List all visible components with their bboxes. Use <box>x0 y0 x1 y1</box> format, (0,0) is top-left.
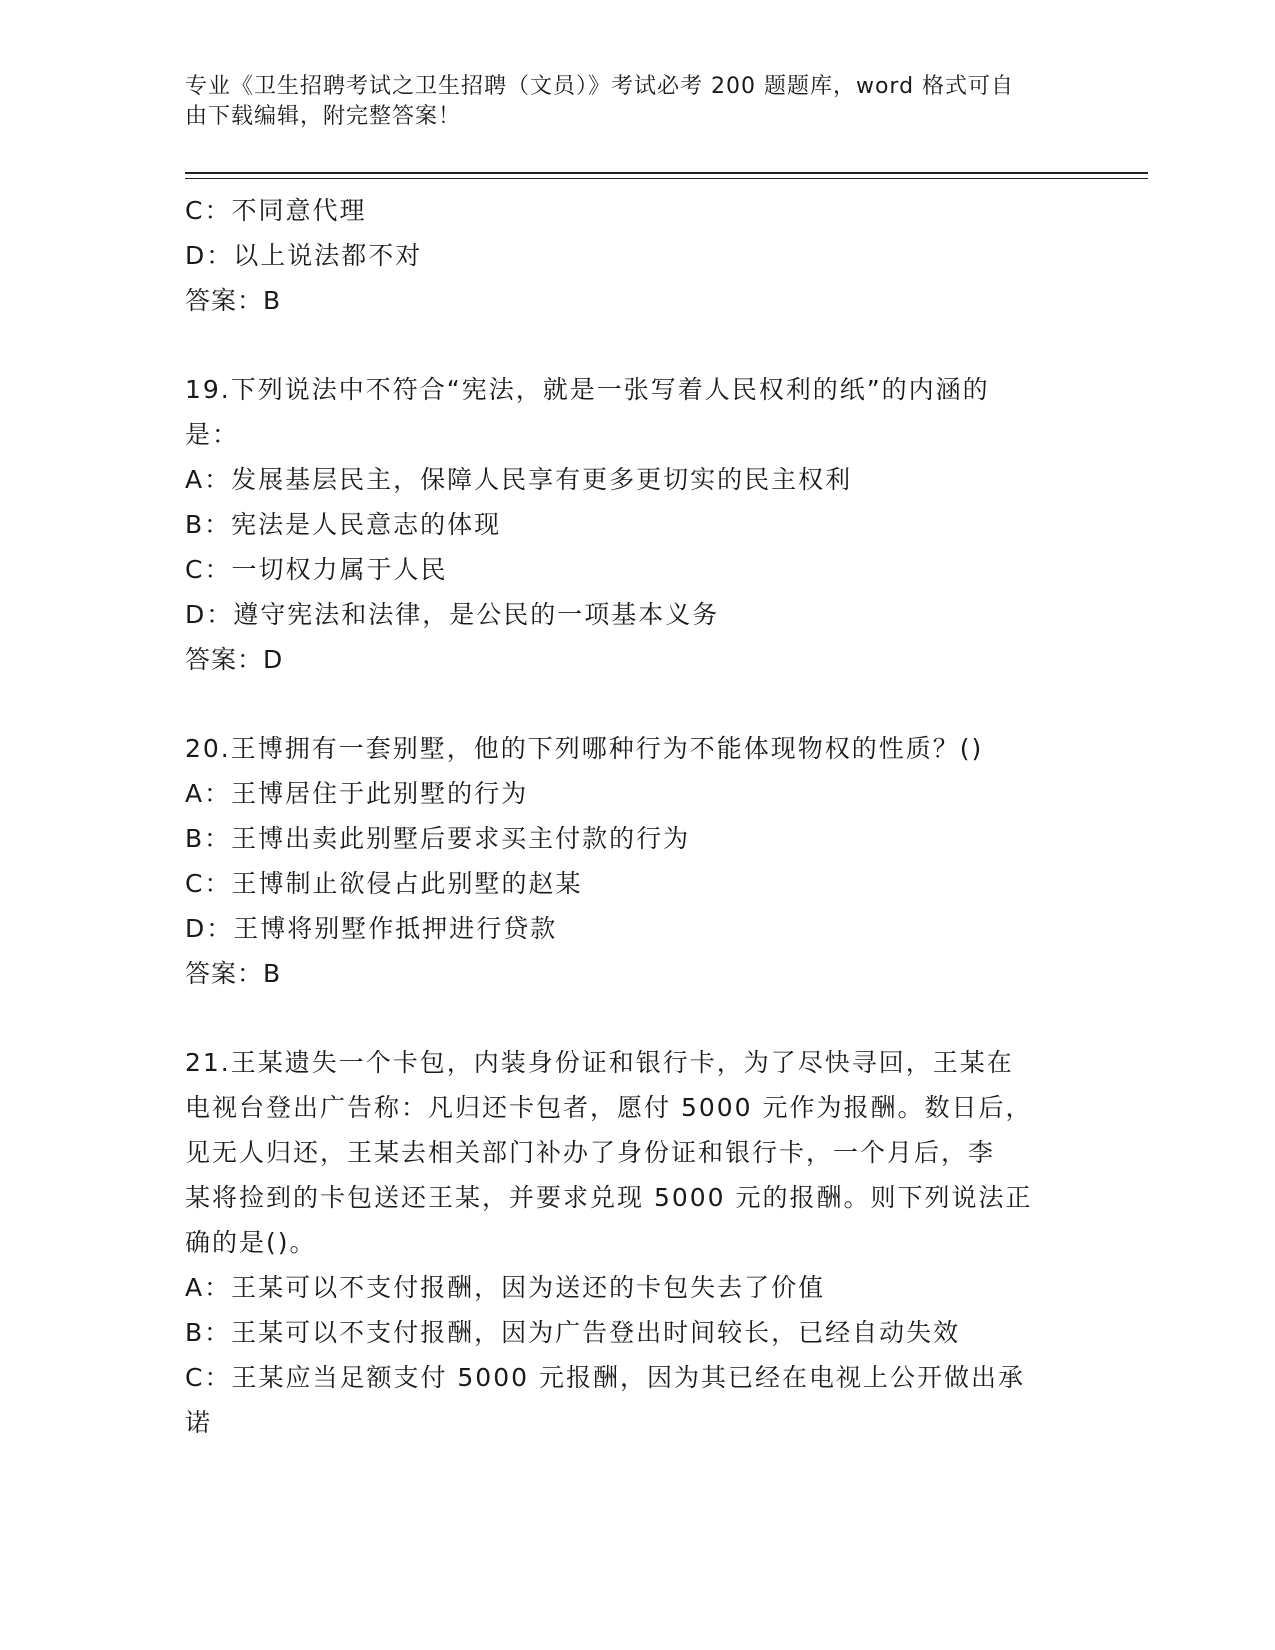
question-20 <box>185 726 1085 996</box>
prev-answer: 答案：B <box>185 286 282 315</box>
q21-option-c-line-1: C：王某应当足额支付 5000 元报酬，因为其已经在电视上公开做出承 <box>185 1363 1025 1392</box>
q19-option-b: B：宪法是人民意志的体现 <box>185 510 502 539</box>
q21-stem-line-3: 见无人归还，王某去相关部门补办了身份证和银行卡，一个月后，李 <box>185 1138 996 1167</box>
q19-option-a: A：发展基层民主，保障人民享有更多更切实的民主权利 <box>185 465 853 494</box>
q21-stem-line-4: 某将捡到的卡包送还王某，并要求兑现 5000 元的报酬。则下列说法正 <box>185 1183 1033 1212</box>
spacer <box>185 996 1085 1040</box>
spacer <box>185 323 1085 367</box>
q21-stem-line-2: 电视台登出广告称：凡归还卡包者，愿付 5000 元作为报酬。数日后， <box>185 1093 1033 1122</box>
q19-answer: 答案：D <box>185 645 284 674</box>
q20-option-b: B：王博出卖此别墅后要求买主付款的行为 <box>185 824 691 853</box>
question-list <box>185 188 1085 1445</box>
q21-option-b: B：王某可以不支付报酬，因为广告登出时间较长，已经自动失效 <box>185 1318 961 1347</box>
spacer <box>185 682 1085 726</box>
q20-answer: 答案：B <box>185 959 282 988</box>
q19-stem-line-2: 是： <box>185 420 240 449</box>
q20-option-d: D：王博将别墅作抵押进行贷款 <box>185 914 558 943</box>
document-header <box>185 72 1065 132</box>
header-line-1: 专业《卫生招聘考试之卫生招聘（文员）》考试必考 200 题题库，word 格式可自 <box>185 74 1015 99</box>
q21-option-c-line-2: 诺 <box>185 1408 213 1437</box>
question-19 <box>185 367 1085 682</box>
q21-option-a: A：王某可以不支付报酬，因为送还的卡包失去了价值 <box>185 1273 826 1302</box>
prev-option-d: D：以上说法都不对 <box>185 241 423 270</box>
header-divider-thick <box>185 172 1148 174</box>
q21-stem-line-5: 确的是()。 <box>185 1228 317 1257</box>
q20-stem: 20.王博拥有一套别墅，他的下列哪种行为不能体现物权的性质？() <box>185 734 984 763</box>
header-divider-thin <box>185 178 1148 179</box>
header-line-2: 由下载编辑，附完整答案！ <box>185 104 462 129</box>
q19-stem-line-1: 19.下列说法中不符合“宪法，就是一张写着人民权利的纸”的内涵的 <box>185 375 990 404</box>
q19-option-c: C：一切权力属于人民 <box>185 555 448 584</box>
q21-stem-line-1: 21.王某遗失一个卡包，内装身份证和银行卡，为了尽快寻回，王某在 <box>185 1048 1014 1077</box>
q20-option-c: C：王博制止欲侵占此别墅的赵某 <box>185 869 583 898</box>
question-21 <box>185 1040 1085 1445</box>
q19-option-d: D：遵守宪法和法律，是公民的一项基本义务 <box>185 600 720 629</box>
q20-option-a: A：王博居住于此别墅的行为 <box>185 779 529 808</box>
prev-option-c: C：不同意代理 <box>185 196 367 225</box>
